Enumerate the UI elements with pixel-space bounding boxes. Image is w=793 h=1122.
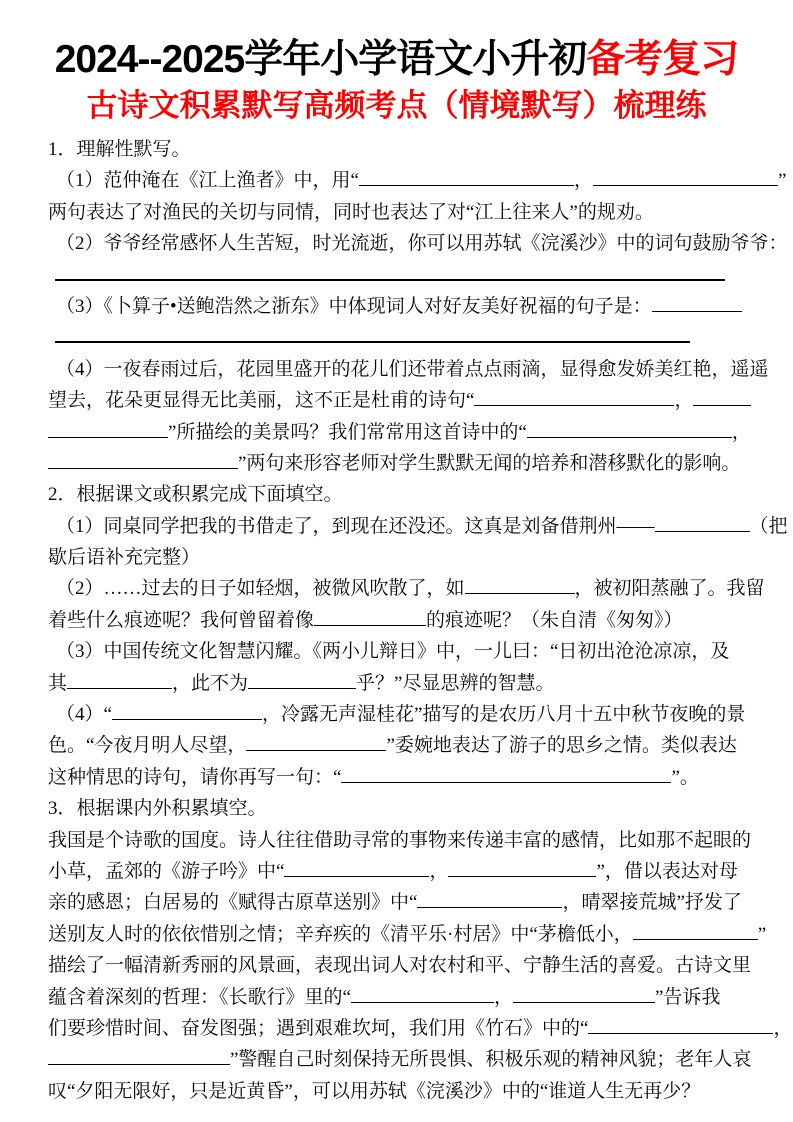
answer-blank <box>448 876 596 877</box>
text-segment: （3）中国传统文化智慧闪耀。《两小儿辩日》中，一儿曰：“日初出沧沧凉凉，及 <box>56 641 730 663</box>
answer-blank <box>465 593 575 594</box>
text-segment: 着些什么痕迹呢？我何曾留着像 <box>48 609 315 631</box>
text-segment: （4）一夜春雨过后，花园里盛开的花儿们还带着点点雨滴，显得愈发娇美红艳，遥遥 <box>56 358 769 380</box>
text-segment: （1）同桌同学把我的书借走了，到现在还没还。这真是刘备借荆州—— <box>56 515 655 537</box>
text-segment: 歇后语补充完整） <box>48 547 201 569</box>
text-segment: ”。 <box>671 766 699 788</box>
text-segment: ”两句来形容老师对学生默默无闻的培养和潜移默化的影响。 <box>238 452 741 474</box>
text-line <box>48 354 769 385</box>
text-line <box>48 197 749 228</box>
text-line <box>48 165 787 196</box>
text-segment: ， <box>493 986 513 1008</box>
answer-blank <box>359 185 574 186</box>
text-segment: ” <box>777 170 787 192</box>
text-line <box>48 699 749 730</box>
text-line <box>48 887 749 918</box>
text-segment: （2）爷爷经常感怀人生苦短，时光流逝，你可以用苏轼《浣溪沙》中的词句鼓励爷爷： <box>56 233 788 255</box>
text-segment: 乎？”尽显思辨的智慧。 <box>356 672 555 694</box>
worksheet-body <box>0 125 793 1107</box>
text-segment: 送别友人时的依依惜别之情；辛弃疾的《清平乐·村居》中“茅檐低小， <box>48 923 633 945</box>
text-line <box>48 542 749 573</box>
answer-blank <box>314 625 426 626</box>
text-segment: ” <box>757 923 767 945</box>
answer-blank <box>588 1033 773 1034</box>
answer-blank <box>693 405 751 406</box>
text-line <box>48 825 752 856</box>
text-line <box>48 134 749 165</box>
answer-blank <box>48 437 168 438</box>
text-line <box>48 636 749 667</box>
text-segment: ， <box>429 860 449 882</box>
text-line <box>48 1076 749 1107</box>
text-line <box>48 417 749 448</box>
answer-blank <box>48 468 238 469</box>
answer-blank <box>55 341 690 343</box>
text-line <box>48 982 749 1013</box>
text-segment: ， <box>573 170 593 192</box>
text-segment: ，冷露无声湿桂花”描写的是农历八月十五中秋节夜晚的景 <box>261 704 746 726</box>
text-segment: （4）“ <box>56 704 112 726</box>
text-segment: ”所描绘的美景吗？我们常常用这首诗中的“ <box>168 421 527 443</box>
text-segment: （3）《卜算子•送鲍浩然之浙东》中体现词人对好友美好祝福的句子是： <box>56 295 652 317</box>
text-segment: ，此不为 <box>172 672 249 694</box>
answer-blank <box>55 279 725 281</box>
answer-blank <box>67 688 172 689</box>
text-segment: ，被初阳蒸融了。我留 <box>574 578 765 600</box>
answer-blank <box>48 1064 230 1065</box>
text-segment: ，晴翠接荒城”抒发了 <box>562 892 742 914</box>
text-line <box>48 856 749 887</box>
answer-blank <box>633 939 758 940</box>
text-segment: ”委婉地表达了游子的思乡之情。类似表达 <box>386 735 737 757</box>
text-line <box>48 385 749 416</box>
text-line <box>48 511 788 542</box>
text-segment: 我国是个诗歌的国度。诗人往往借助寻常的事物来传递丰富的感情，比如那不起眼的 <box>48 829 752 851</box>
text-segment: 蕴含着深刻的哲理：《长歌行》里的“ <box>48 986 351 1008</box>
document-title <box>0 36 793 84</box>
text-segment: 描绘了一幅清新秀丽的风景画，表现出词人对农村和平、宁静生活的喜爱。古诗文里 <box>48 955 752 977</box>
answer-blank <box>655 531 750 532</box>
text-line <box>48 793 749 824</box>
text-segment: （1）范仲淹在《江上渔者》中，用“ <box>56 170 359 192</box>
answer-blank <box>474 405 674 406</box>
text-segment: 小草，孟郊的《游子吟》中“ <box>48 860 285 882</box>
text-segment: （2）……过去的日子如轻烟，被微风吹散了，如 <box>56 578 465 600</box>
text-line <box>48 1013 793 1044</box>
answer-blank <box>351 1002 494 1003</box>
text-segment: 望去，花朵更显得无比美丽，这不正是杜甫的诗句“ <box>48 390 475 412</box>
text-line <box>48 762 749 793</box>
text-segment: 其 <box>48 672 68 694</box>
answer-blank <box>513 1002 655 1003</box>
text-line <box>48 448 749 479</box>
text-segment: ， <box>731 421 751 443</box>
answer-blank <box>652 311 742 312</box>
answer-line <box>48 260 749 291</box>
text-line <box>48 228 788 259</box>
text-line <box>48 668 749 699</box>
text-segment: 2．根据课文或积累完成下面填空。 <box>48 484 343 506</box>
answer-blank <box>246 750 386 751</box>
document-header <box>0 0 793 125</box>
answer-blank <box>341 782 671 783</box>
text-segment: ”，借以表达对母 <box>596 860 738 882</box>
text-segment: ， <box>773 1017 793 1039</box>
text-segment: 3．根据课内外积累填空。 <box>48 798 267 820</box>
text-segment: （把 <box>749 515 788 537</box>
answer-line <box>48 322 749 353</box>
text-line <box>48 919 767 950</box>
text-segment: 1．理解性默写。 <box>48 139 191 160</box>
text-line <box>48 1044 752 1075</box>
text-segment: 两句表达了对渔民的关切与同情，同时也表达了对“江上往来人”的规劝。 <box>48 201 654 223</box>
text-segment: 这种情思的诗句，请你再写一句：“ <box>48 766 342 788</box>
answer-blank <box>593 185 778 186</box>
answer-blank <box>284 876 429 877</box>
text-line <box>48 950 752 981</box>
text-segment: ”警醒自己时刻保持无所畏惧、积极乐观的精神风貌；老年人哀 <box>230 1049 752 1071</box>
text-line <box>48 730 749 761</box>
answer-blank <box>248 688 356 689</box>
answer-blank <box>417 907 562 908</box>
answer-blank <box>112 719 262 720</box>
text-line <box>48 291 749 322</box>
text-line <box>48 605 749 636</box>
answer-blank <box>527 437 732 438</box>
text-segment: 们要珍惜时间、奋发图强；遇到艰难坎坷，我们用《竹石》中的“ <box>48 1017 589 1039</box>
text-line <box>48 573 765 604</box>
text-segment: 叹“夕阳无限好，只是近黄昏”，可以用苏轼《浣溪沙》中的“谁道人生无再少？ <box>48 1080 701 1102</box>
text-segment: 的痕迹呢？（朱自清《匆匆》） <box>426 609 683 631</box>
text-segment: 亲的感恩；白居易的《赋得古原草送别》中“ <box>48 892 418 914</box>
text-segment: 色。“今夜月明人尽望， <box>48 735 247 757</box>
text-line <box>48 479 749 510</box>
title-highlight: 备考复习 <box>586 38 739 81</box>
text-segment: ”告诉我 <box>654 986 721 1008</box>
title-main: 2024--2025学年小学语文小升初 <box>54 38 587 81</box>
text-segment: ， <box>674 390 694 412</box>
document-subtitle: 古诗文积累默写高频考点（情境默写）梳理练 <box>86 88 707 123</box>
